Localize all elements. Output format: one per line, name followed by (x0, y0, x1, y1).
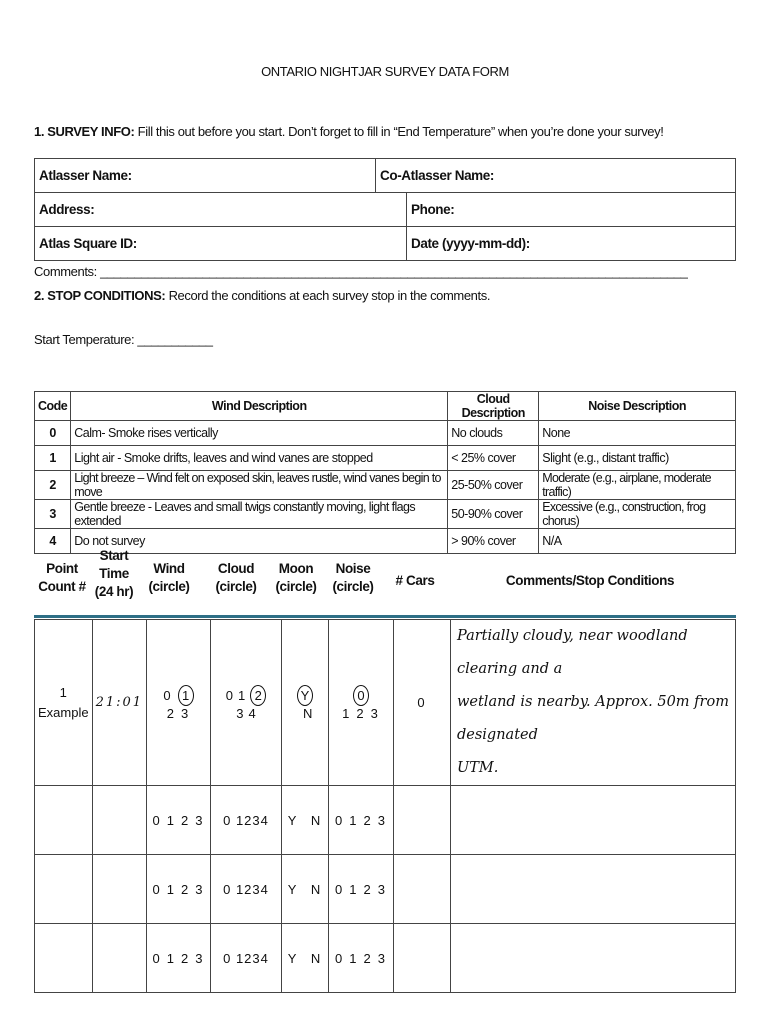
address-field[interactable]: Address: (35, 193, 407, 227)
atlasser-name-field[interactable]: Atlasser Name: (35, 159, 376, 193)
noise-cell: None (539, 421, 736, 446)
cloud-option[interactable]: 1 (235, 950, 245, 966)
wind-option[interactable]: 3 (195, 881, 205, 897)
atlas-square-id-field[interactable]: Atlas Square ID: (35, 227, 407, 261)
noise-description-header: Noise Description (539, 392, 736, 421)
cloud-option[interactable]: 3 (252, 950, 261, 966)
wind-option[interactable]: 0 (152, 812, 162, 828)
noise-options[interactable] (328, 855, 393, 924)
cloud-cell: 50-90% cover (448, 500, 539, 529)
cloud-option[interactable]: 2 (244, 950, 253, 966)
data-sheet-table (34, 619, 736, 993)
point-cell[interactable] (35, 786, 93, 855)
comment-line: Partially cloudy, near woodland clearing and a (456, 628, 688, 677)
cloud-option[interactable]: 3 (252, 812, 261, 828)
header-divider (34, 615, 736, 618)
noise-options[interactable] (328, 924, 393, 993)
noise-options[interactable] (328, 786, 393, 855)
header-line: Wind (153, 561, 185, 576)
moon-options[interactable] (281, 924, 328, 993)
code-header: Code (35, 392, 71, 421)
comment-cell[interactable] (450, 855, 735, 924)
survey-info-table (34, 158, 736, 261)
wind-option[interactable]: 0 (163, 687, 173, 703)
cloud-option[interactable]: 1 (237, 687, 246, 703)
code-table-header (35, 392, 736, 421)
moon-option[interactable]: N (310, 812, 323, 828)
point-cell (35, 620, 93, 786)
cars-cell[interactable]: 0 (393, 620, 450, 786)
noise-option[interactable]: 3 (377, 950, 387, 966)
wind-description-header: Wind Description (71, 392, 448, 421)
comment-cell[interactable] (450, 620, 735, 786)
comment-cell[interactable] (450, 924, 735, 993)
moon-option[interactable]: Y (287, 881, 299, 897)
comments-line[interactable]: Comments: ______________________________________________________________________________________ (34, 264, 688, 279)
stop-conditions-line (34, 288, 490, 303)
cars-cell[interactable] (393, 855, 450, 924)
cloud-option[interactable]: 4 (248, 705, 256, 721)
header-line: (circle) (215, 579, 257, 594)
header-line: Count # (38, 579, 86, 594)
code-row (35, 500, 736, 529)
cloud-option[interactable]: 3 (252, 881, 261, 897)
cars-cell[interactable] (393, 924, 450, 993)
code-row (35, 446, 736, 471)
cloud-header (200, 560, 272, 596)
cloud-option[interactable]: 2 (244, 812, 253, 828)
header-line: Moon (278, 561, 314, 576)
code-cell: 4 (35, 529, 71, 554)
noise-option[interactable]: 0 (335, 950, 345, 966)
wind-option[interactable]: 2 (181, 950, 191, 966)
moon-option[interactable]: N (310, 881, 323, 897)
point-cell[interactable] (35, 855, 93, 924)
point-cell[interactable] (35, 924, 93, 993)
cloud-cell: 25-50% cover (448, 471, 539, 500)
blank-row (35, 924, 736, 993)
wind-option[interactable]: 3 (195, 950, 205, 966)
cloud-option[interactable]: 0 (223, 950, 232, 966)
cloud-option[interactable]: 4 (260, 812, 269, 828)
start-time-cell[interactable] (92, 786, 146, 855)
header-line: (circle) (148, 579, 190, 594)
wind-options[interactable] (147, 786, 211, 855)
noise-option[interactable]: 2 (356, 705, 366, 721)
cloud-option[interactable]: 4 (260, 881, 269, 897)
cars-header: # Cars (395, 573, 435, 588)
stop-conditions-heading: 2. STOP CONDITIONS: (34, 288, 166, 303)
wind-option[interactable]: 0 (152, 881, 162, 897)
moon-options[interactable] (281, 620, 328, 786)
cloud-option-circled[interactable]: 2 (250, 685, 266, 706)
moon-option[interactable]: Y (287, 950, 299, 966)
cloud-option[interactable]: 0 (223, 812, 232, 828)
cloud-option[interactable]: 0 (225, 687, 233, 703)
cloud-option[interactable]: 4 (260, 950, 269, 966)
page-title: ONTARIO NIGHTJAR SURVEY DATA FORM (261, 64, 509, 79)
header-line: (24 hr) (94, 584, 134, 599)
survey-info-heading: 1. SURVEY INFO: (34, 124, 135, 139)
cloud-option[interactable]: 1 (235, 812, 245, 828)
header-line: (circle) (275, 579, 317, 594)
comment-line: wetland is nearby. Approx. 50m from designated (456, 694, 729, 743)
wind-option-circled[interactable]: 1 (178, 685, 194, 706)
noise-option[interactable]: 1 (349, 881, 359, 897)
point-count-header (34, 560, 90, 596)
wind-option[interactable]: 2 (181, 812, 191, 828)
code-cell: 2 (35, 471, 71, 500)
noise-option[interactable]: 2 (363, 950, 373, 966)
wind-cell: Gentle breeze - Leaves and small twigs constantly moving, light flags extended (71, 500, 448, 529)
wind-cell: Light air - Smoke drifts, leaves and wind vanes are stopped (71, 446, 448, 471)
survey-info-instructions: Fill this out before you start. Don’t forget to fill in “End Temperature” when you’re done your survey! (137, 124, 664, 139)
cloud-option[interactable]: 0 (223, 881, 232, 897)
phone-field[interactable]: Phone: (407, 193, 736, 227)
start-time-header (90, 547, 138, 601)
cars-cell[interactable] (393, 786, 450, 855)
wind-cell: Light breeze – Wind felt on exposed skin, leaves rustle, wind vanes begin to move (71, 471, 448, 500)
wind-option[interactable]: 2 (166, 705, 177, 721)
comment-cell[interactable] (450, 786, 735, 855)
noise-option[interactable]: 3 (377, 881, 387, 897)
cloud-options[interactable] (210, 786, 281, 855)
moon-option[interactable]: Y (287, 812, 299, 828)
noise-option[interactable]: 2 (363, 881, 373, 897)
start-temperature-field[interactable]: Start Temperature: ___________ (34, 332, 213, 347)
header-line: Cloud (217, 561, 255, 576)
header-line: (circle) (332, 579, 374, 594)
wind-options[interactable] (147, 620, 211, 786)
code-row (35, 529, 736, 554)
code-cell: 1 (35, 446, 71, 471)
wind-options[interactable] (147, 855, 211, 924)
noise-cell: Slight (e.g., distant traffic) (539, 446, 736, 471)
date-field[interactable]: Date (yyyy-mm-dd): (407, 227, 736, 261)
noise-cell: Moderate (e.g., airplane, moderate traffic) (539, 471, 736, 500)
comment-line: UTM. (456, 760, 499, 776)
wind-option[interactable]: 1 (166, 881, 177, 897)
noise-option[interactable]: 0 (335, 812, 345, 828)
blank-row (35, 855, 736, 924)
wind-option[interactable]: 0 (152, 950, 162, 966)
cloud-option[interactable]: 2 (244, 881, 253, 897)
header-line: Noise (335, 561, 371, 576)
stop-conditions-instructions: Record the conditions at each survey stop in the comments. (168, 288, 491, 303)
moon-header (272, 560, 320, 596)
wind-option[interactable]: 2 (181, 881, 191, 897)
noise-cell: Excessive (e.g., construction, frog chorus) (539, 500, 736, 529)
wind-cell: Calm- Smoke rises vertically (71, 421, 448, 446)
noise-option-circled[interactable]: 0 (353, 685, 369, 706)
cloud-cell: < 25% cover (448, 446, 539, 471)
blank-row (35, 786, 736, 855)
cloud-options[interactable] (210, 620, 281, 786)
cloud-options[interactable] (210, 924, 281, 993)
code-cell: 3 (35, 500, 71, 529)
wind-options[interactable] (147, 924, 211, 993)
noise-options[interactable] (328, 620, 393, 786)
start-time-cell[interactable]: 21:01 (92, 620, 146, 786)
moon-options[interactable] (281, 855, 328, 924)
noise-header (320, 560, 386, 596)
header-line: Time (99, 566, 129, 581)
point-number: 1 (59, 684, 67, 700)
code-table (34, 391, 736, 554)
noise-option[interactable]: 1 (349, 950, 359, 966)
header-line: Start (99, 548, 129, 563)
cloud-cell: > 90% cover (448, 529, 539, 554)
wind-header (138, 560, 200, 596)
cloud-cell: No clouds (448, 421, 539, 446)
code-row (35, 471, 736, 500)
moon-options[interactable] (281, 786, 328, 855)
moon-option[interactable]: N (310, 950, 323, 966)
noise-option[interactable]: 1 (349, 812, 359, 828)
noise-option[interactable]: 3 (377, 812, 387, 828)
cloud-description-header: Cloud Description (448, 392, 539, 421)
code-cell: 0 (35, 421, 71, 446)
noise-option[interactable]: 2 (363, 812, 373, 828)
noise-cell: N/A (539, 529, 736, 554)
start-time-cell[interactable] (92, 855, 146, 924)
cloud-option[interactable]: 1 (235, 881, 245, 897)
wind-option[interactable]: 1 (166, 812, 177, 828)
example-row (35, 620, 736, 786)
moon-option-circled[interactable]: Y (297, 685, 313, 706)
noise-option[interactable]: 0 (335, 881, 345, 897)
start-time-cell[interactable] (92, 924, 146, 993)
code-row (35, 421, 736, 446)
wind-option[interactable]: 3 (195, 812, 205, 828)
comments-header: Comments/Stop Conditions (505, 573, 675, 588)
example-label: Example (38, 704, 89, 720)
cloud-options[interactable] (210, 855, 281, 924)
wind-cell: Do not survey (71, 529, 448, 554)
co-atlasser-name-field[interactable]: Co-Atlasser Name: (376, 159, 736, 193)
wind-option[interactable]: 3 (181, 705, 191, 721)
noise-option[interactable]: 1 (342, 705, 352, 721)
header-line: Point (46, 561, 78, 576)
wind-option[interactable]: 1 (166, 950, 177, 966)
moon-option[interactable]: N (303, 705, 315, 721)
cloud-option[interactable]: 3 (236, 705, 244, 721)
survey-info-line (34, 124, 663, 139)
noise-option[interactable]: 3 (370, 705, 380, 721)
